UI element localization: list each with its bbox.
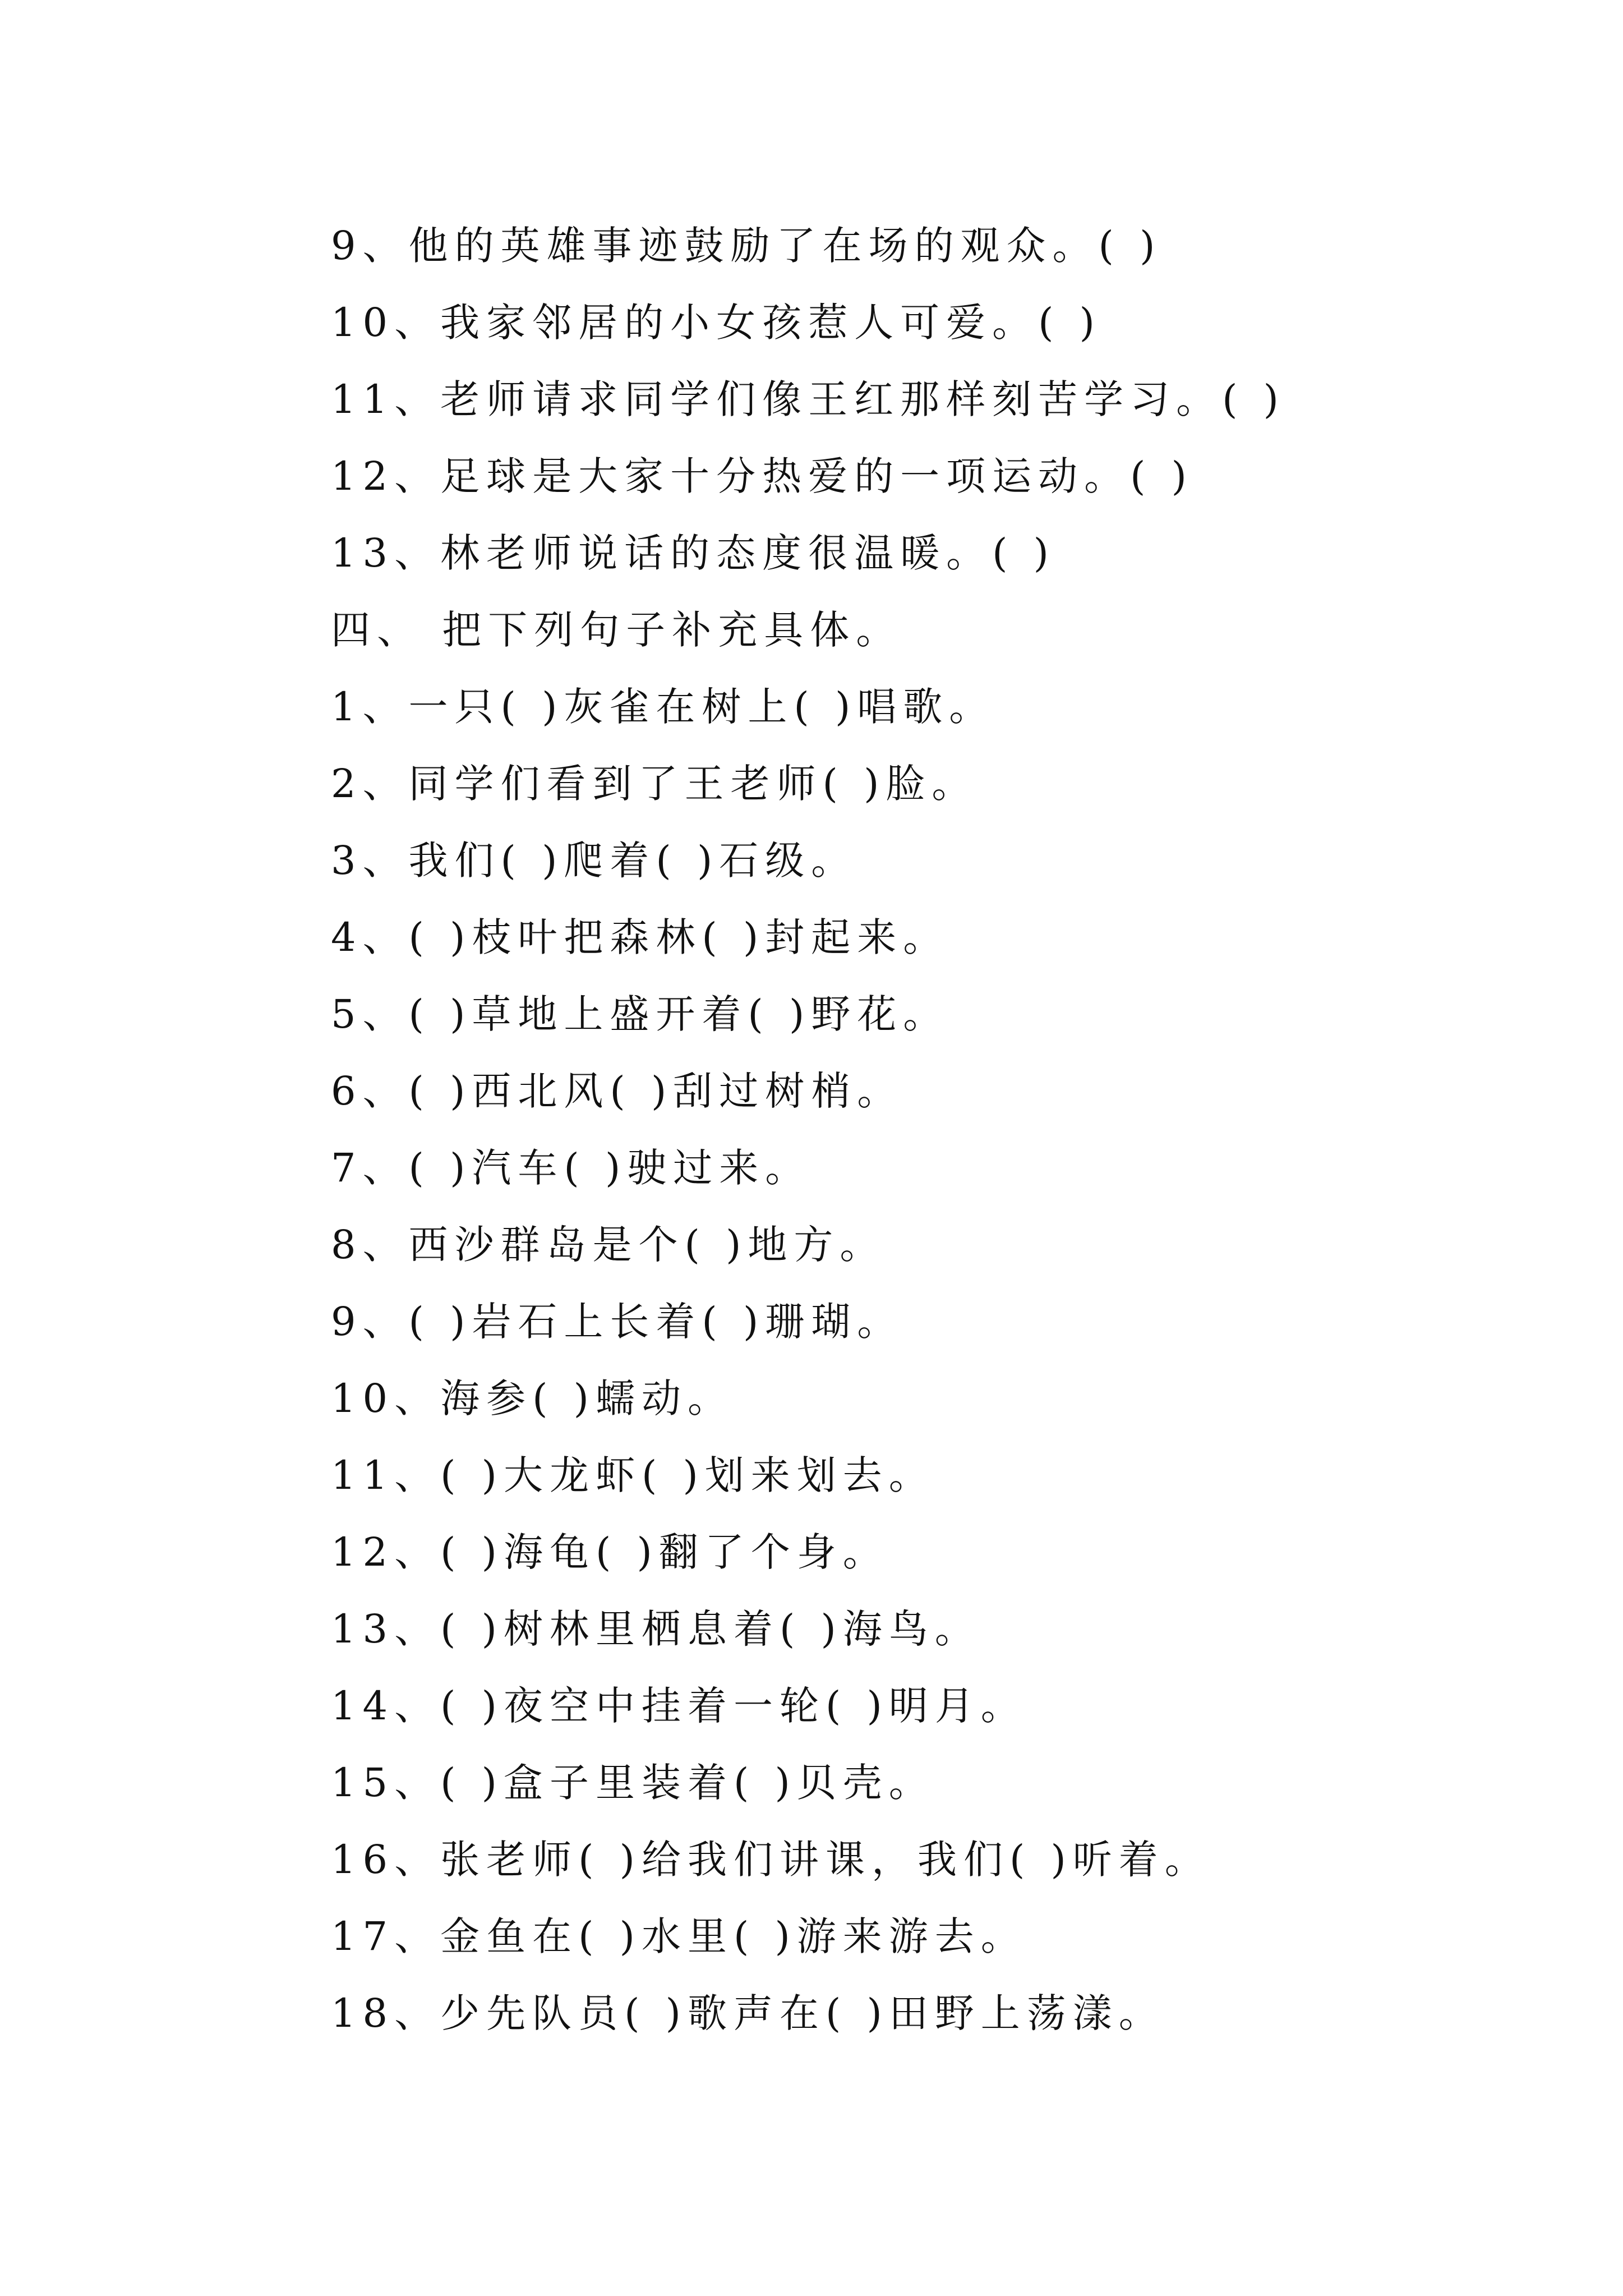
exercise-line: 12、( )海龟( )翻了个身。 — [331, 1529, 889, 1575]
exercise-line: 12、足球是大家十分热爱的一项运动。( ) — [331, 453, 1193, 499]
exercise-line: 13、( )树林里栖息着( )海鸟。 — [331, 1606, 981, 1652]
exercise-line: 7、( )汽车( )驶过来。 — [331, 1145, 811, 1191]
exercise-line: 2、同学们看到了王老师( )脸。 — [331, 761, 978, 807]
exercise-line: 18、少先队员( )歌声在( )田野上荡漾。 — [331, 1990, 1165, 2036]
exercise-line: 17、金鱼在( )水里( )游来游去。 — [331, 1913, 1027, 1959]
exercise-line: 6、( )西北风( )刮过树梢。 — [331, 1068, 903, 1114]
exercise-line: 11、老师请求同学们像王红那样刻苦学习。( ) — [331, 376, 1285, 422]
exercise-line: 5、( )草地上盛开着( )野花。 — [331, 991, 949, 1037]
exercise-line: 3、我们( )爬着( )石级。 — [331, 838, 857, 884]
exercise-line: 1、一只( )灰雀在树上( )唱歌。 — [331, 684, 995, 730]
exercise-line: 11、( )大龙虾( )划来划去。 — [331, 1452, 935, 1498]
exercise-line: 9、( )岩石上长着( )珊瑚。 — [331, 1299, 903, 1345]
exercise-line: 9、他的英雄事迹鼓励了在场的观众。( ) — [331, 223, 1162, 269]
exercise-line: 13、林老师说话的态度很温暖。( ) — [331, 530, 1055, 576]
exercise-line: 10、海参( )蠕动。 — [331, 1375, 734, 1421]
exercise-text — [331, 210, 1565, 2055]
exercise-line: 15、( )盒子里装着( )贝壳。 — [331, 1760, 935, 1806]
exercise-line: 10、我家邻居的小女孩惹人可爱。( ) — [331, 300, 1101, 346]
exercise-line: 16、张老师( )给我们讲课，我们( )听着。 — [331, 1837, 1211, 1883]
exercise-line: 4、( )枝叶把森林( )封起来。 — [331, 914, 949, 960]
exercise-line: 14、( )夜空中挂着一轮( )明月。 — [331, 1683, 1027, 1729]
section-heading: 四、 把下列句子补充具体。 — [331, 607, 902, 653]
exercise-line: 8、西沙群岛是个( )地方。 — [331, 1222, 886, 1268]
